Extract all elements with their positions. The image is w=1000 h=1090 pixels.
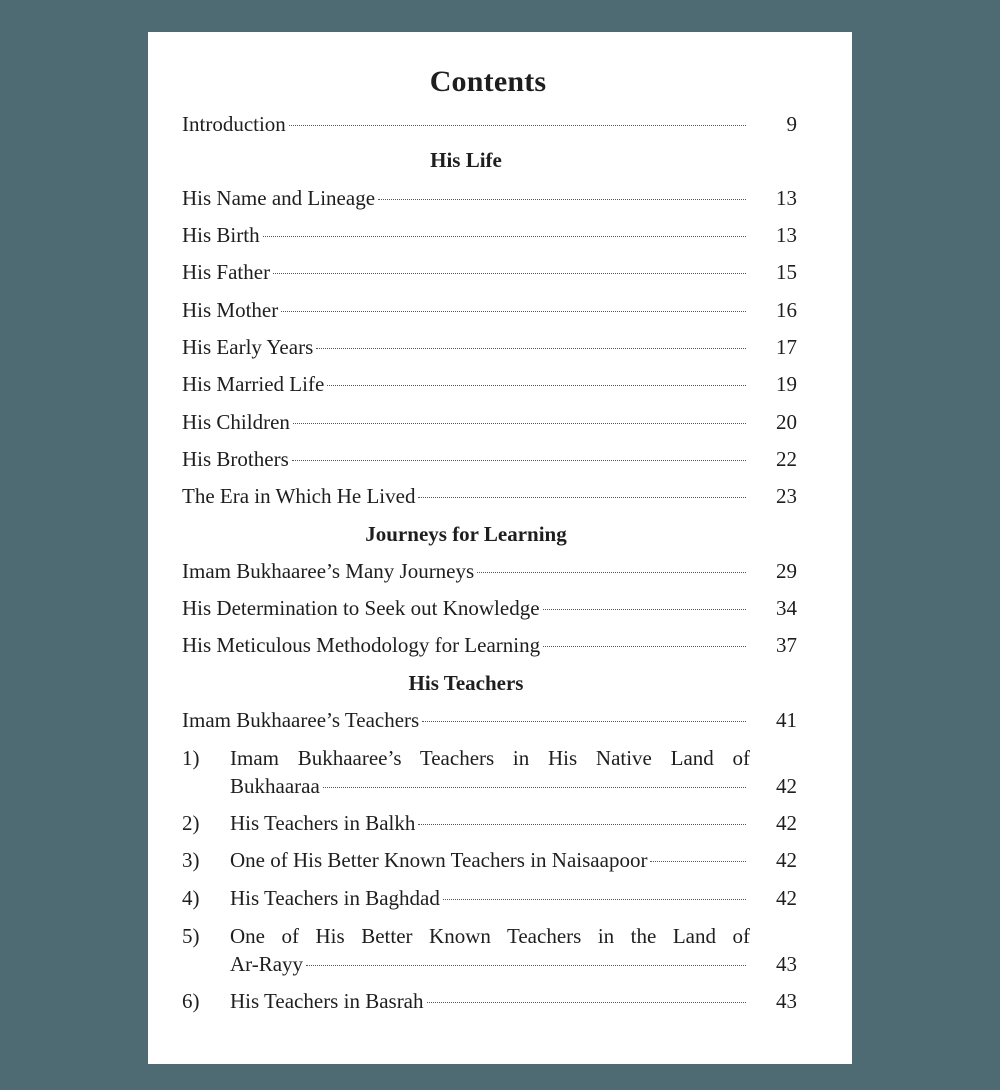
- toc-entry[interactable]: [182, 631, 797, 659]
- toc-page-number: 42: [776, 811, 797, 835]
- toc-page-number: 13: [776, 223, 797, 247]
- toc-page-number: 42: [776, 848, 797, 872]
- dot-leader: [378, 199, 746, 200]
- dot-leader: [293, 423, 746, 424]
- dot-leader: [477, 572, 746, 573]
- toc-page-number: 16: [776, 298, 797, 322]
- toc-entry[interactable]: [182, 221, 797, 249]
- toc-entry[interactable]: [182, 445, 797, 473]
- dot-leader: [543, 609, 746, 610]
- toc-page-number: 37: [776, 633, 797, 657]
- toc-entry[interactable]: [182, 706, 797, 734]
- toc-entry-label-line1[interactable]: One of His Better Known Teachers in the Land of: [230, 924, 750, 948]
- dot-leader: [281, 311, 746, 312]
- toc-entry[interactable]: [182, 594, 797, 622]
- toc-entry[interactable]: [182, 846, 797, 874]
- toc-page-number: 42: [776, 774, 797, 798]
- toc-entry-label: Introduction: [182, 112, 286, 136]
- dot-leader: [289, 125, 746, 126]
- toc-page-number: 41: [776, 708, 797, 732]
- toc-entry-label: Imam Bukhaaree’s Teachers: [182, 708, 420, 732]
- page-title: Contents: [429, 65, 547, 98]
- dot-leader: [316, 348, 746, 349]
- toc-entry[interactable]: [230, 772, 797, 800]
- toc-entry-introduction[interactable]: [182, 110, 797, 138]
- toc-entry-label-line1[interactable]: Imam Bukhaaree’s Teachers in His Native Land of: [230, 746, 750, 770]
- toc-page-number: 43: [776, 952, 797, 976]
- toc-entry-label: His Meticulous Methodology for Learning: [182, 633, 541, 657]
- toc-entry[interactable]: [182, 884, 797, 912]
- toc-entry[interactable]: [182, 557, 797, 585]
- toc-item-number: 1): [182, 746, 200, 770]
- toc-item-number: 2): [182, 811, 200, 835]
- toc-entry-label: His Determination to Seek out Knowledge: [182, 596, 540, 620]
- toc-page-number: 34: [776, 596, 797, 620]
- toc-entry-label: His Children: [182, 410, 290, 434]
- dot-leader: [418, 497, 746, 498]
- toc-page-number: 29: [776, 559, 797, 583]
- toc-entry[interactable]: [182, 333, 797, 361]
- toc-page-number: 23: [776, 484, 797, 508]
- dot-leader: [422, 721, 746, 722]
- toc-page-number: 20: [776, 410, 797, 434]
- section-heading-his-life: His Life: [430, 148, 502, 172]
- toc-entry[interactable]: [182, 482, 797, 510]
- toc-entry-label: One of His Better Known Teachers in Naisaapoor: [230, 848, 648, 872]
- book-page: [148, 32, 852, 1064]
- dot-leader: [427, 1002, 746, 1003]
- toc-entry-label: His Birth: [182, 223, 260, 247]
- toc-item-number: 6): [182, 989, 200, 1013]
- toc-entry-label: Imam Bukhaaree’s Many Journeys: [182, 559, 475, 583]
- toc-entry-label: His Mother: [182, 298, 279, 322]
- toc-entry-label-line2: Ar-Rayy: [230, 952, 304, 976]
- dot-leader: [263, 236, 746, 237]
- dot-leader: [418, 824, 746, 825]
- toc-entry-label: His Early Years: [182, 335, 314, 359]
- dot-leader: [292, 460, 746, 461]
- toc-entry-label: His Teachers in Balkh: [230, 811, 416, 835]
- toc-page-number: 13: [776, 186, 797, 210]
- dot-leader: [273, 273, 746, 274]
- dot-leader: [650, 861, 746, 862]
- toc-entry[interactable]: [182, 809, 797, 837]
- dot-leader: [323, 787, 746, 788]
- toc-entry-label: His Name and Lineage: [182, 186, 376, 210]
- toc-entry[interactable]: [230, 950, 797, 978]
- toc-entry-label: His Teachers in Basrah: [230, 989, 424, 1013]
- dot-leader: [443, 899, 746, 900]
- toc-entry[interactable]: [182, 184, 797, 212]
- section-heading-journeys: Journeys for Learning: [365, 522, 567, 546]
- toc-entry[interactable]: [182, 987, 797, 1015]
- toc-entry[interactable]: [182, 408, 797, 436]
- toc-page-number: 42: [776, 886, 797, 910]
- toc-entry[interactable]: [182, 296, 797, 324]
- toc-page-number: 15: [776, 260, 797, 284]
- toc-entry-label: His Teachers in Baghdad: [230, 886, 440, 910]
- toc-item-number: 5): [182, 924, 200, 948]
- dot-leader: [327, 385, 746, 386]
- dot-leader: [543, 646, 746, 647]
- toc-page-number: 17: [776, 335, 797, 359]
- toc-page-number: 19: [776, 372, 797, 396]
- toc-page-number: 22: [776, 447, 797, 471]
- toc-entry-label: His Brothers: [182, 447, 289, 471]
- dot-leader: [306, 965, 746, 966]
- toc-page-number: 43: [776, 989, 797, 1013]
- toc-item-number: 4): [182, 886, 200, 910]
- toc-item-number: 3): [182, 848, 200, 872]
- section-heading-his-teachers: His Teachers: [408, 671, 524, 695]
- toc-page-number: 9: [786, 112, 797, 136]
- toc-entry-label-line2: Bukhaaraa: [230, 774, 320, 798]
- toc-entry-label: His Married Life: [182, 372, 325, 396]
- toc-entry-label: The Era in Which He Lived: [182, 484, 416, 508]
- toc-entry-label: His Father: [182, 260, 271, 284]
- toc-entry[interactable]: [182, 258, 797, 286]
- toc-entry[interactable]: [182, 370, 797, 398]
